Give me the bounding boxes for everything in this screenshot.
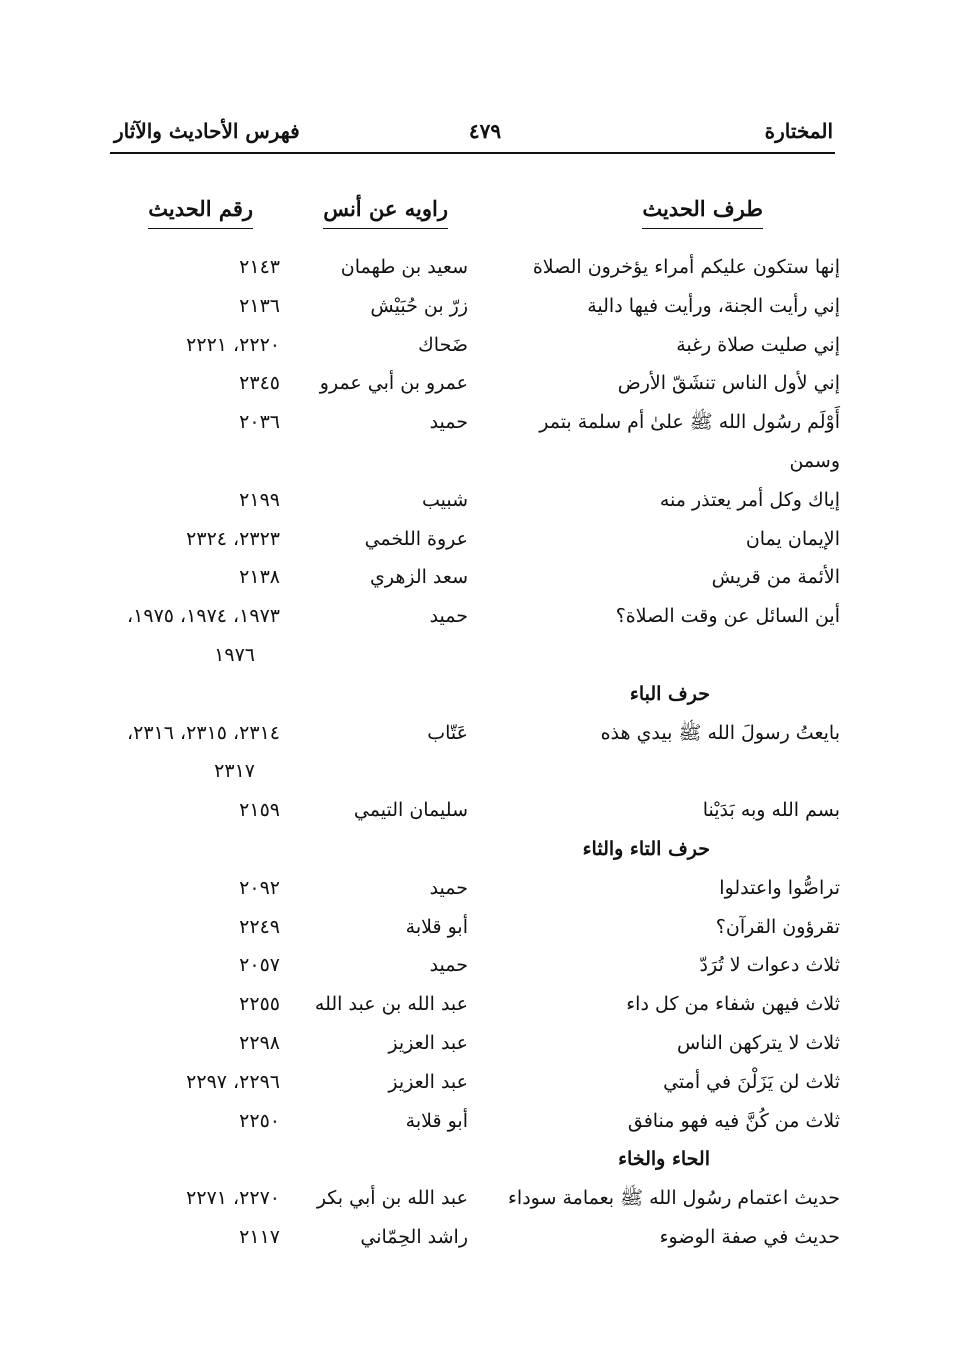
- hadith-number: ٢٢٥٥: [239, 993, 280, 1016]
- hadith-text: وسمن: [789, 449, 840, 472]
- narrator-name: حميد: [429, 411, 468, 434]
- table-row: [50, 791, 840, 830]
- hadith-text: إنها ستكون عليكم أمراء يؤخرون الصلاة: [532, 256, 840, 278]
- hadith-number: ١٩٧٣، ١٩٧٤، ١٩٧٥،: [127, 605, 280, 628]
- narrator-name: سليمان التيمي: [353, 799, 468, 822]
- index-table: [50, 248, 840, 1257]
- hadith-text: ثلاث دعوات لا تُرَدّ: [699, 954, 840, 977]
- hadith-text: ثلاث لا يتركهن الناس: [676, 1031, 840, 1054]
- hadith-number: ٢٣١٧: [214, 760, 255, 783]
- hadith-text: أَوْلَم رسُول الله ﷺ علىٰ أم سلمة بتمر: [539, 411, 840, 434]
- section-heading: حرف الباء: [629, 682, 710, 705]
- hadith-number: ٢٢٢٠، ٢٢٢١: [186, 333, 280, 356]
- narrator-name: راشد الحِمّاني: [360, 1225, 468, 1248]
- hadith-number: ٢٣٢٣، ٢٣٢٤: [186, 527, 280, 550]
- hadith-text: ثلاث فيهن شفاء من كل داء: [626, 993, 840, 1016]
- hadith-text: حديث اعتمام رسُول الله ﷺ بعمامة سوداء: [508, 1187, 840, 1210]
- narrator-name: عبد الله بن عبد الله: [314, 993, 468, 1016]
- table-row: [50, 1024, 840, 1063]
- hadith-number: ٢٠٥٧: [239, 954, 280, 977]
- column-header-hadith: طرف الحديث: [642, 192, 763, 229]
- narrator-name: عَتّاب: [427, 721, 468, 744]
- narrator-name: سعد الزهري: [369, 566, 468, 589]
- narrator-name: عمرو بن أبي عمرو: [319, 372, 468, 395]
- hadith-text: تقرؤون القرآن؟: [715, 915, 840, 938]
- table-row: [50, 752, 840, 791]
- section-heading-row: [50, 675, 840, 714]
- hadith-text: بايعتُ رسولَ الله ﷺ بيدي هذه: [600, 721, 840, 744]
- table-row: [50, 946, 840, 985]
- hadith-text: ثلاث لن يَزَلْنَ في أمتي: [663, 1070, 840, 1093]
- table-row: [50, 287, 840, 326]
- section-title: فهرس الأحاديث والآثار: [114, 119, 300, 143]
- narrator-name: عبد الله بن أبي بكر: [316, 1187, 468, 1210]
- hadith-number: ٢١٣٦: [239, 294, 280, 317]
- table-row: [50, 481, 840, 520]
- table-row: [50, 636, 840, 675]
- narrator-name: زرّ بن حُبَيْش: [370, 294, 468, 317]
- column-header-rawi: راويه عن أنس: [323, 192, 448, 229]
- hadith-number: ٢١٣٨: [239, 566, 280, 589]
- hadith-text: ثلاث من كُنَّ فيه فهو منافق: [627, 1109, 840, 1132]
- hadith-number: ٢٢٥٠: [239, 1109, 280, 1132]
- hadith-number: ٢٠٩٢: [239, 876, 280, 899]
- narrator-name: ضَحاك: [418, 333, 468, 356]
- hadith-number: ٢٢٩٦، ٢٢٩٧: [186, 1070, 280, 1093]
- book-title: المختارة: [764, 119, 833, 143]
- table-row: [50, 908, 840, 947]
- table-row: [50, 1102, 840, 1141]
- table-row: [50, 248, 840, 287]
- hadith-number: ٢٣١٤، ٢٣١٥، ٢٣١٦،: [127, 721, 280, 744]
- hadith-text: إني رأيت الجنة، ورأيت فيها دالية: [587, 294, 840, 317]
- table-row: [50, 558, 840, 597]
- hadith-text: إياك وكل أمر يعتذر منه: [659, 488, 840, 511]
- hadith-number: ٢١٩٩: [239, 488, 280, 511]
- table-row: [50, 442, 840, 481]
- table-row: [50, 1179, 840, 1218]
- hadith-text: أين السائل عن وقت الصلاة؟: [615, 605, 840, 628]
- table-row: [50, 326, 840, 365]
- section-heading-row: [50, 830, 840, 869]
- narrator-name: حميد: [429, 605, 468, 628]
- hadith-text: الأئمة من قريش: [711, 566, 840, 589]
- table-row: [50, 520, 840, 559]
- narrator-name: أبو قلابة: [405, 915, 468, 938]
- hadith-number: ٢٢٩٨: [239, 1031, 280, 1054]
- table-row: [50, 597, 840, 636]
- hadith-text: إني لأول الناس تنشَقّ الأرض: [617, 372, 840, 395]
- hadith-number: ٢٢٧٠، ٢٢٧١: [186, 1187, 280, 1210]
- table-row: [50, 1063, 840, 1102]
- page-number: ٤٧٩: [468, 119, 502, 143]
- hadith-number: ٢١٤٣: [239, 256, 280, 278]
- hadith-number: ٢٠٣٦: [239, 411, 280, 434]
- section-heading: حرف التاء والثاء: [582, 837, 710, 860]
- column-header-number: رقم الحديث: [148, 192, 253, 229]
- section-heading-row: [50, 1140, 840, 1179]
- table-row: [50, 869, 840, 908]
- table-row: [50, 403, 840, 442]
- hadith-number: ٢١٥٩: [239, 799, 280, 822]
- hadith-text: حديث في صفة الوضوء: [659, 1225, 840, 1248]
- hadith-number: ١٩٧٦: [214, 643, 255, 666]
- table-row: [50, 985, 840, 1024]
- narrator-name: عبد العزيز: [388, 1031, 468, 1054]
- narrator-name: أبو قلابة: [405, 1109, 468, 1132]
- hadith-text: بسم الله وبه بَدَيْنا: [702, 799, 840, 822]
- hadith-number: ٢٣٤٥: [239, 372, 280, 395]
- hadith-text: تراصُّوا واعتدلوا: [719, 876, 840, 899]
- table-row: [50, 714, 840, 753]
- hadith-text: الإيمان يمان: [745, 527, 840, 550]
- section-heading: الحاء والخاء: [618, 1148, 710, 1171]
- narrator-name: عبد العزيز: [388, 1070, 468, 1093]
- hadith-number: ٢١١٧: [239, 1225, 280, 1248]
- table-row: [50, 1218, 840, 1257]
- narrator-name: شبيب: [421, 488, 468, 511]
- narrator-name: عروة اللخمي: [364, 527, 468, 550]
- narrator-name: حميد: [429, 954, 468, 977]
- hadith-number: ٢٢٤٩: [239, 915, 280, 938]
- narrator-name: حميد: [429, 876, 468, 899]
- hadith-text: إني صليت صلاة رغبة: [676, 333, 840, 356]
- narrator-name: سعيد بن طهمان: [340, 256, 468, 278]
- running-header: [110, 116, 835, 154]
- table-row: [50, 364, 840, 403]
